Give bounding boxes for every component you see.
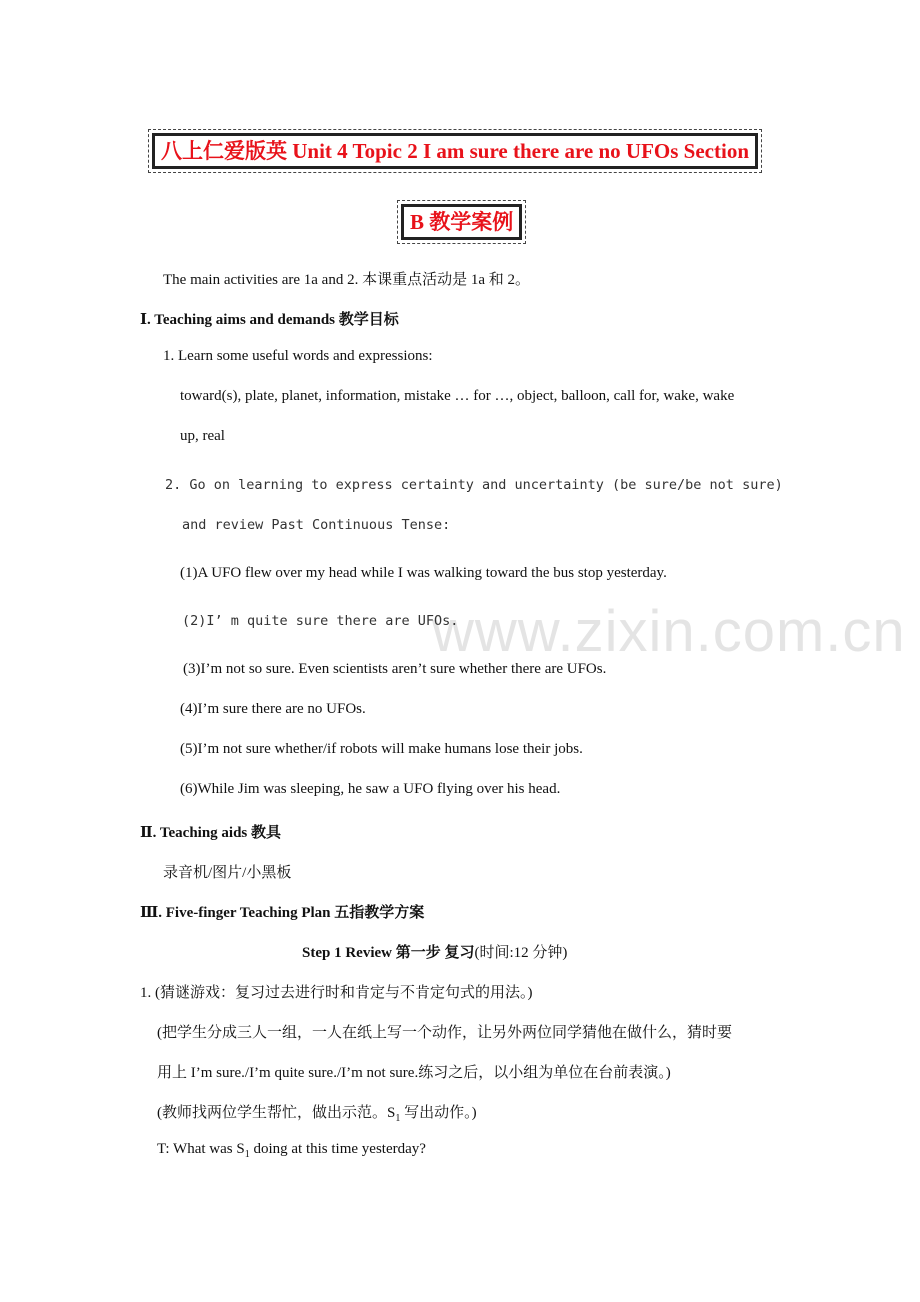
section2-heading: Ⅱ. Teaching aids 教具 [140,825,282,841]
example-sentence: (3)I’m not so sure. Even scientists aren’t sure whether there are UFOs. [183,661,607,677]
section3-heading: Ⅲ. Five-finger Teaching Plan 五指教学方案 [140,905,425,921]
watermark: www.zixin.com.cn [432,599,906,664]
p4-subscript: 1 [244,1149,250,1160]
example-sentence: (5)I’m not sure whether/if robots will make humans lose their jobs. [180,741,583,757]
teaching-aids-text: 录音机/图片/小黑板 [163,865,292,881]
p4-text: T: What was S [157,1141,245,1157]
p3-subscript: 1 [395,1113,401,1124]
vocab-line-1: toward(s), plate, planet, information, mistake … for …, object, balloon, call for, wake, wake [180,388,735,404]
step1-paragraph-3 [157,1101,477,1124]
example-sentence: (6)While Jim was sleeping, he saw a UFO flying over his head. [180,781,561,797]
step1-paragraph-1: 1. (猜谜游戏：复习过去进行时和肯定与不肯定句式的用法。) [140,985,533,1001]
document-title-line1: 八上仁爱版英 Unit 4 Topic 2 I am sure there are no UFOs Section [152,133,758,169]
step1-paragraph-2-line2: 用上 I’m sure./I’m quite sure./I’m not sure.练习之后，以小组为单位在台前表演。) [157,1065,671,1081]
example-sentence: (1)A UFO flew over my head while I was walking toward the bus stop yesterday. [180,565,667,581]
section1-heading: Ⅰ. Teaching aims and demands 教学目标 [140,312,399,328]
p3-text: (教师找两位学生帮忙，做出示范。S [157,1105,396,1121]
step1-heading-line [302,941,567,962]
aim-item-1: 1. Learn some useful words and expressions: [163,348,433,364]
vocab-line-2: up, real [180,428,225,444]
intro-text: The main activities are 1a and 2. 本课重点活动是 1a 和 2。 [163,272,530,288]
p3-text-end: 写出动作。) [400,1105,477,1121]
step1-paragraph-4 [157,1141,426,1160]
aim-item-2-line1: 2. Go on learning to express certainty and uncertainty (be sure/be not sure) [165,477,783,493]
example-sentence: (4)I’m sure there are no UFOs. [180,701,366,717]
p4-text-end: doing at this time yesterday? [249,1141,426,1157]
document-title-line2: B 教学案例 [401,204,522,240]
step1-paragraph-2-line1: (把学生分成三人一组，一人在纸上写一个动作，让另外两位同学猜他在做什么，猜时要 [157,1025,732,1041]
step1-time: (时间:12 分钟) [474,945,568,961]
example-sentence: (2)I’ m quite sure there are UFOs. [182,613,459,629]
aim-item-2-line2: and review Past Continuous Tense: [182,517,451,533]
step1-heading: Step 1 Review 第一步 复习 [302,945,475,961]
